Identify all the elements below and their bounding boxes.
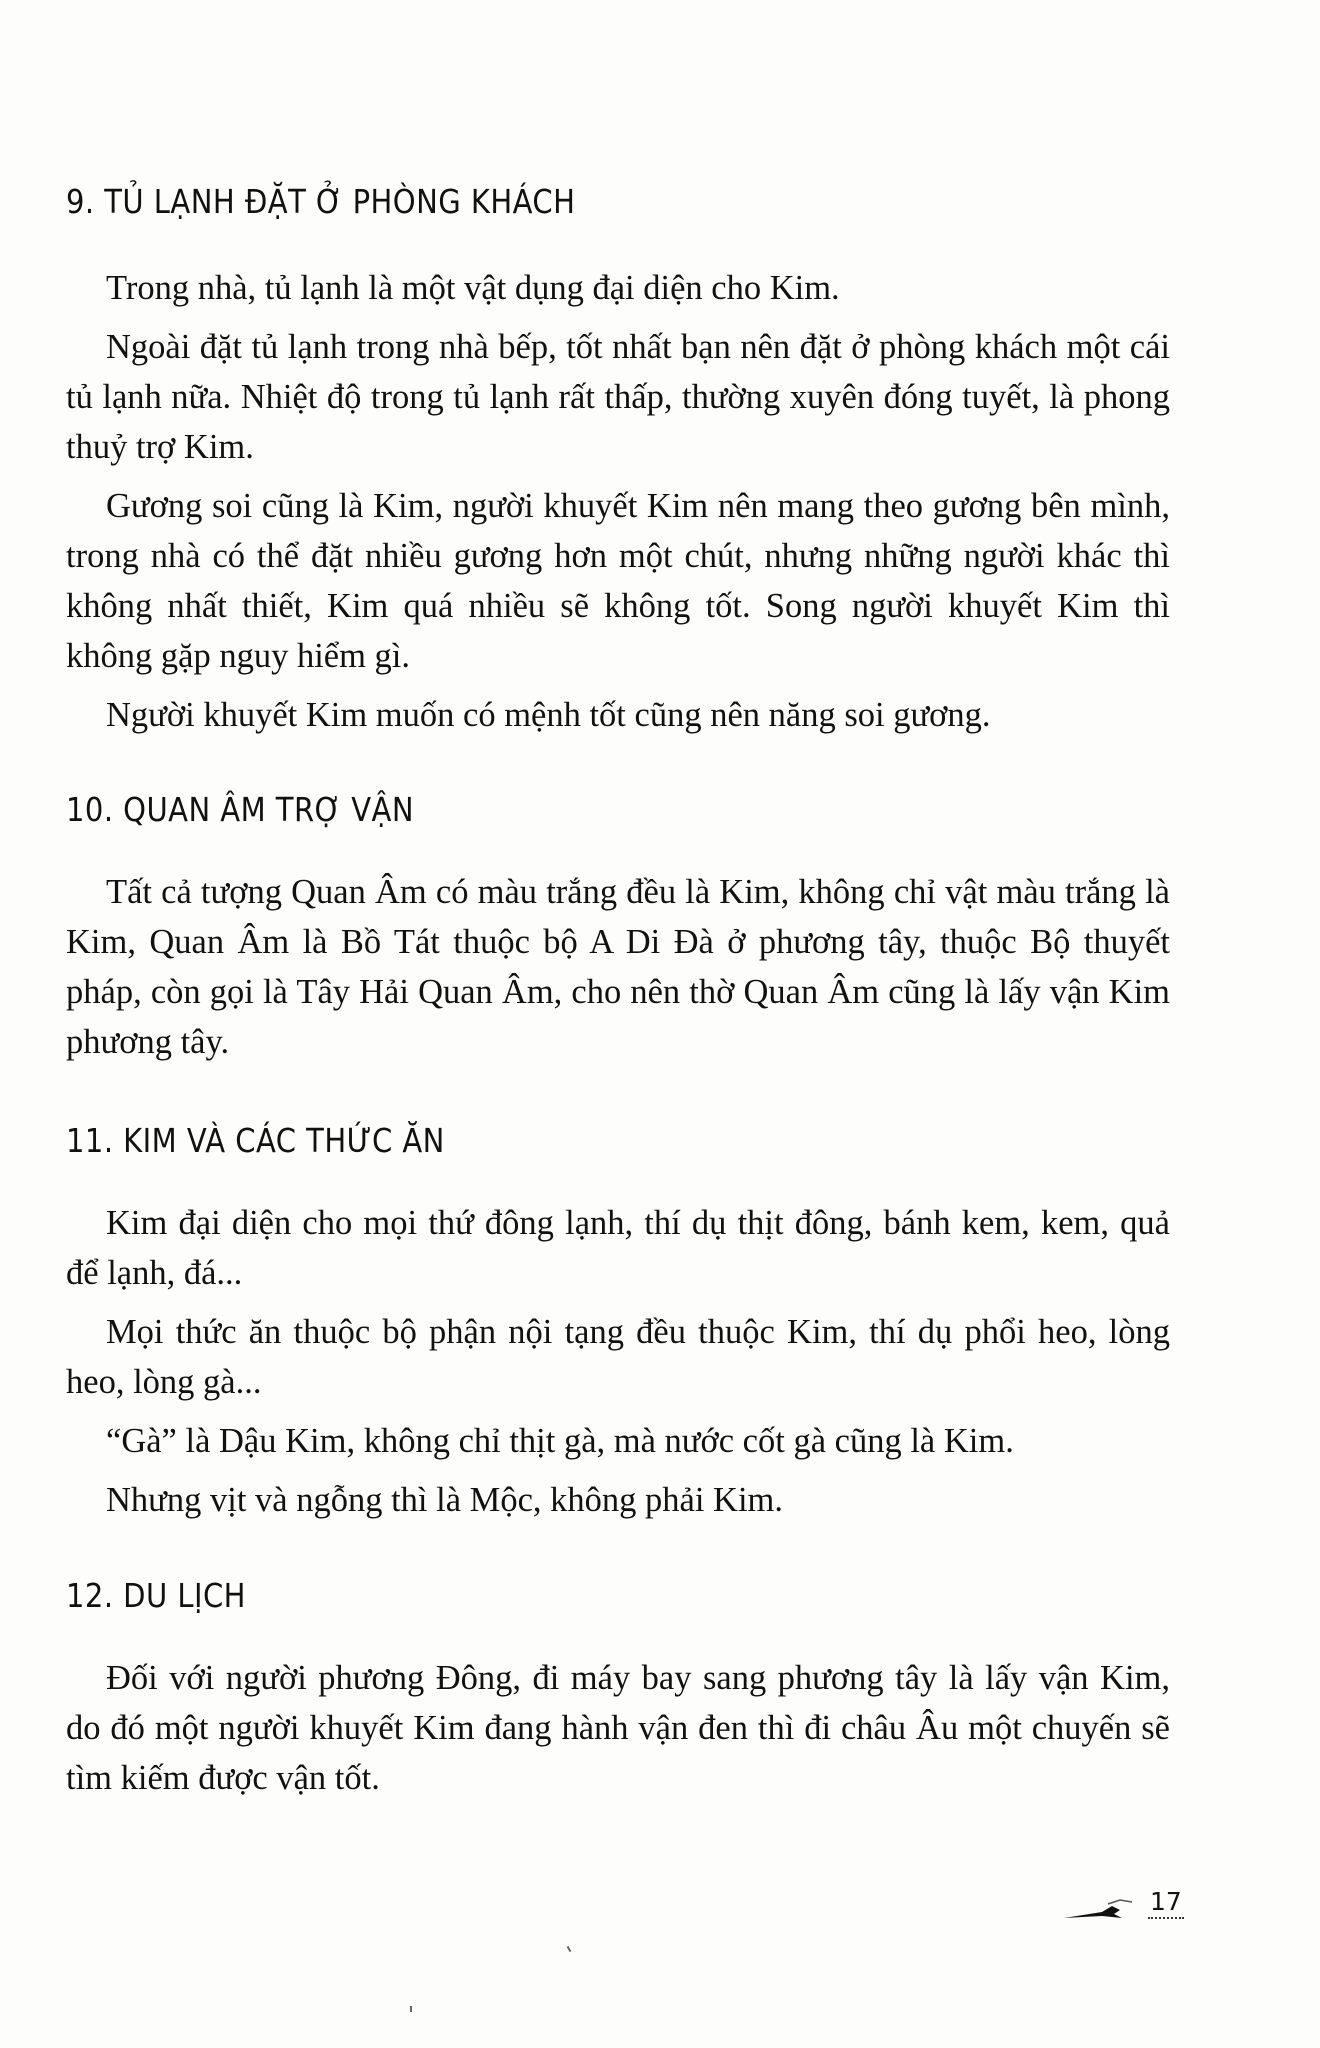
- section-11: [66, 1121, 1170, 1534]
- section-heading: 11. KIM VÀ CÁC THỨC ĂN: [66, 1121, 445, 1160]
- paragraph: Mọi thức ăn thuộc bộ phận nội tạng đều thuộc Kim, thí dụ phổi heo, lòng heo, lòng gà...: [66, 1313, 1170, 1401]
- paragraph: Trong nhà, tủ lạnh là một vật dụng đại diện cho Kim.: [106, 269, 840, 307]
- scan-speck: [410, 2006, 412, 2012]
- paragraph: “Gà” là Dậu Kim, không chỉ thịt gà, mà nước cốt gà cũng là Kim.: [106, 1422, 1014, 1460]
- paragraph: Đối với người phương Đông, đi máy bay sang phương tây là lấy vận Kim, do đó một người khuyết Kim đang hành vận đen thì đi châu Âu một chuyến sẽ tìm kiếm được vận tốt.: [66, 1659, 1170, 1797]
- paragraph: Nhưng vịt và ngỗng thì là Mộc, không phải Kim.: [106, 1481, 784, 1519]
- section-10: [66, 790, 1170, 1076]
- paragraph: Gương soi cũng là Kim, người khuyết Kim nên mang theo gương bên mình, trong nhà có thể đặt nhiều gương hơn một chút, nhưng những người khác thì không nhất thiết, Kim quá nhiều sẽ không tốt. Song người khuyết Kim thì không gặp nguy hiểm gì.: [66, 487, 1170, 675]
- section-9: [66, 182, 1170, 749]
- page-ornament-icon: [1062, 1896, 1152, 1926]
- section-heading: 9. TỦ LẠNH ĐẶT Ở PHÒNG KHÁCH: [66, 182, 576, 221]
- scan-speck: [567, 1946, 572, 1952]
- page-number: 17: [1148, 1887, 1184, 1919]
- section-heading: 12. DU LỊCH: [66, 1576, 246, 1615]
- section-heading: 10. QUAN ÂM TRỢ VẬN: [66, 790, 414, 829]
- paragraph: Kim đại diện cho mọi thứ đông lạnh, thí dụ thịt đông, bánh kem, kem, quả để lạnh, đá...: [66, 1204, 1170, 1292]
- paragraph: Ngoài đặt tủ lạnh trong nhà bếp, tốt nhất bạn nên đặt ở phòng khách một cái tủ lạnh nữa. Nhiệt độ trong tủ lạnh rất thấp, thường xuyên đóng tuyết, là phong thuỷ trợ Kim.: [66, 328, 1170, 466]
- paragraph: Người khuyết Kim muốn có mệnh tốt cũng nên năng soi gương.: [106, 696, 991, 734]
- paragraph: Tất cả tượng Quan Âm có màu trắng đều là Kim, không chỉ vật màu trắng là Kim, Quan Âm là Bồ Tát thuộc bộ A Di Đà ở phương tây, thuộc Bộ thuyết pháp, còn gọi là Tây Hải Quan Âm, cho nên thờ Quan Âm cũng là lấy vận Kim phương tây.: [66, 873, 1170, 1061]
- section-12: [66, 1576, 1170, 1812]
